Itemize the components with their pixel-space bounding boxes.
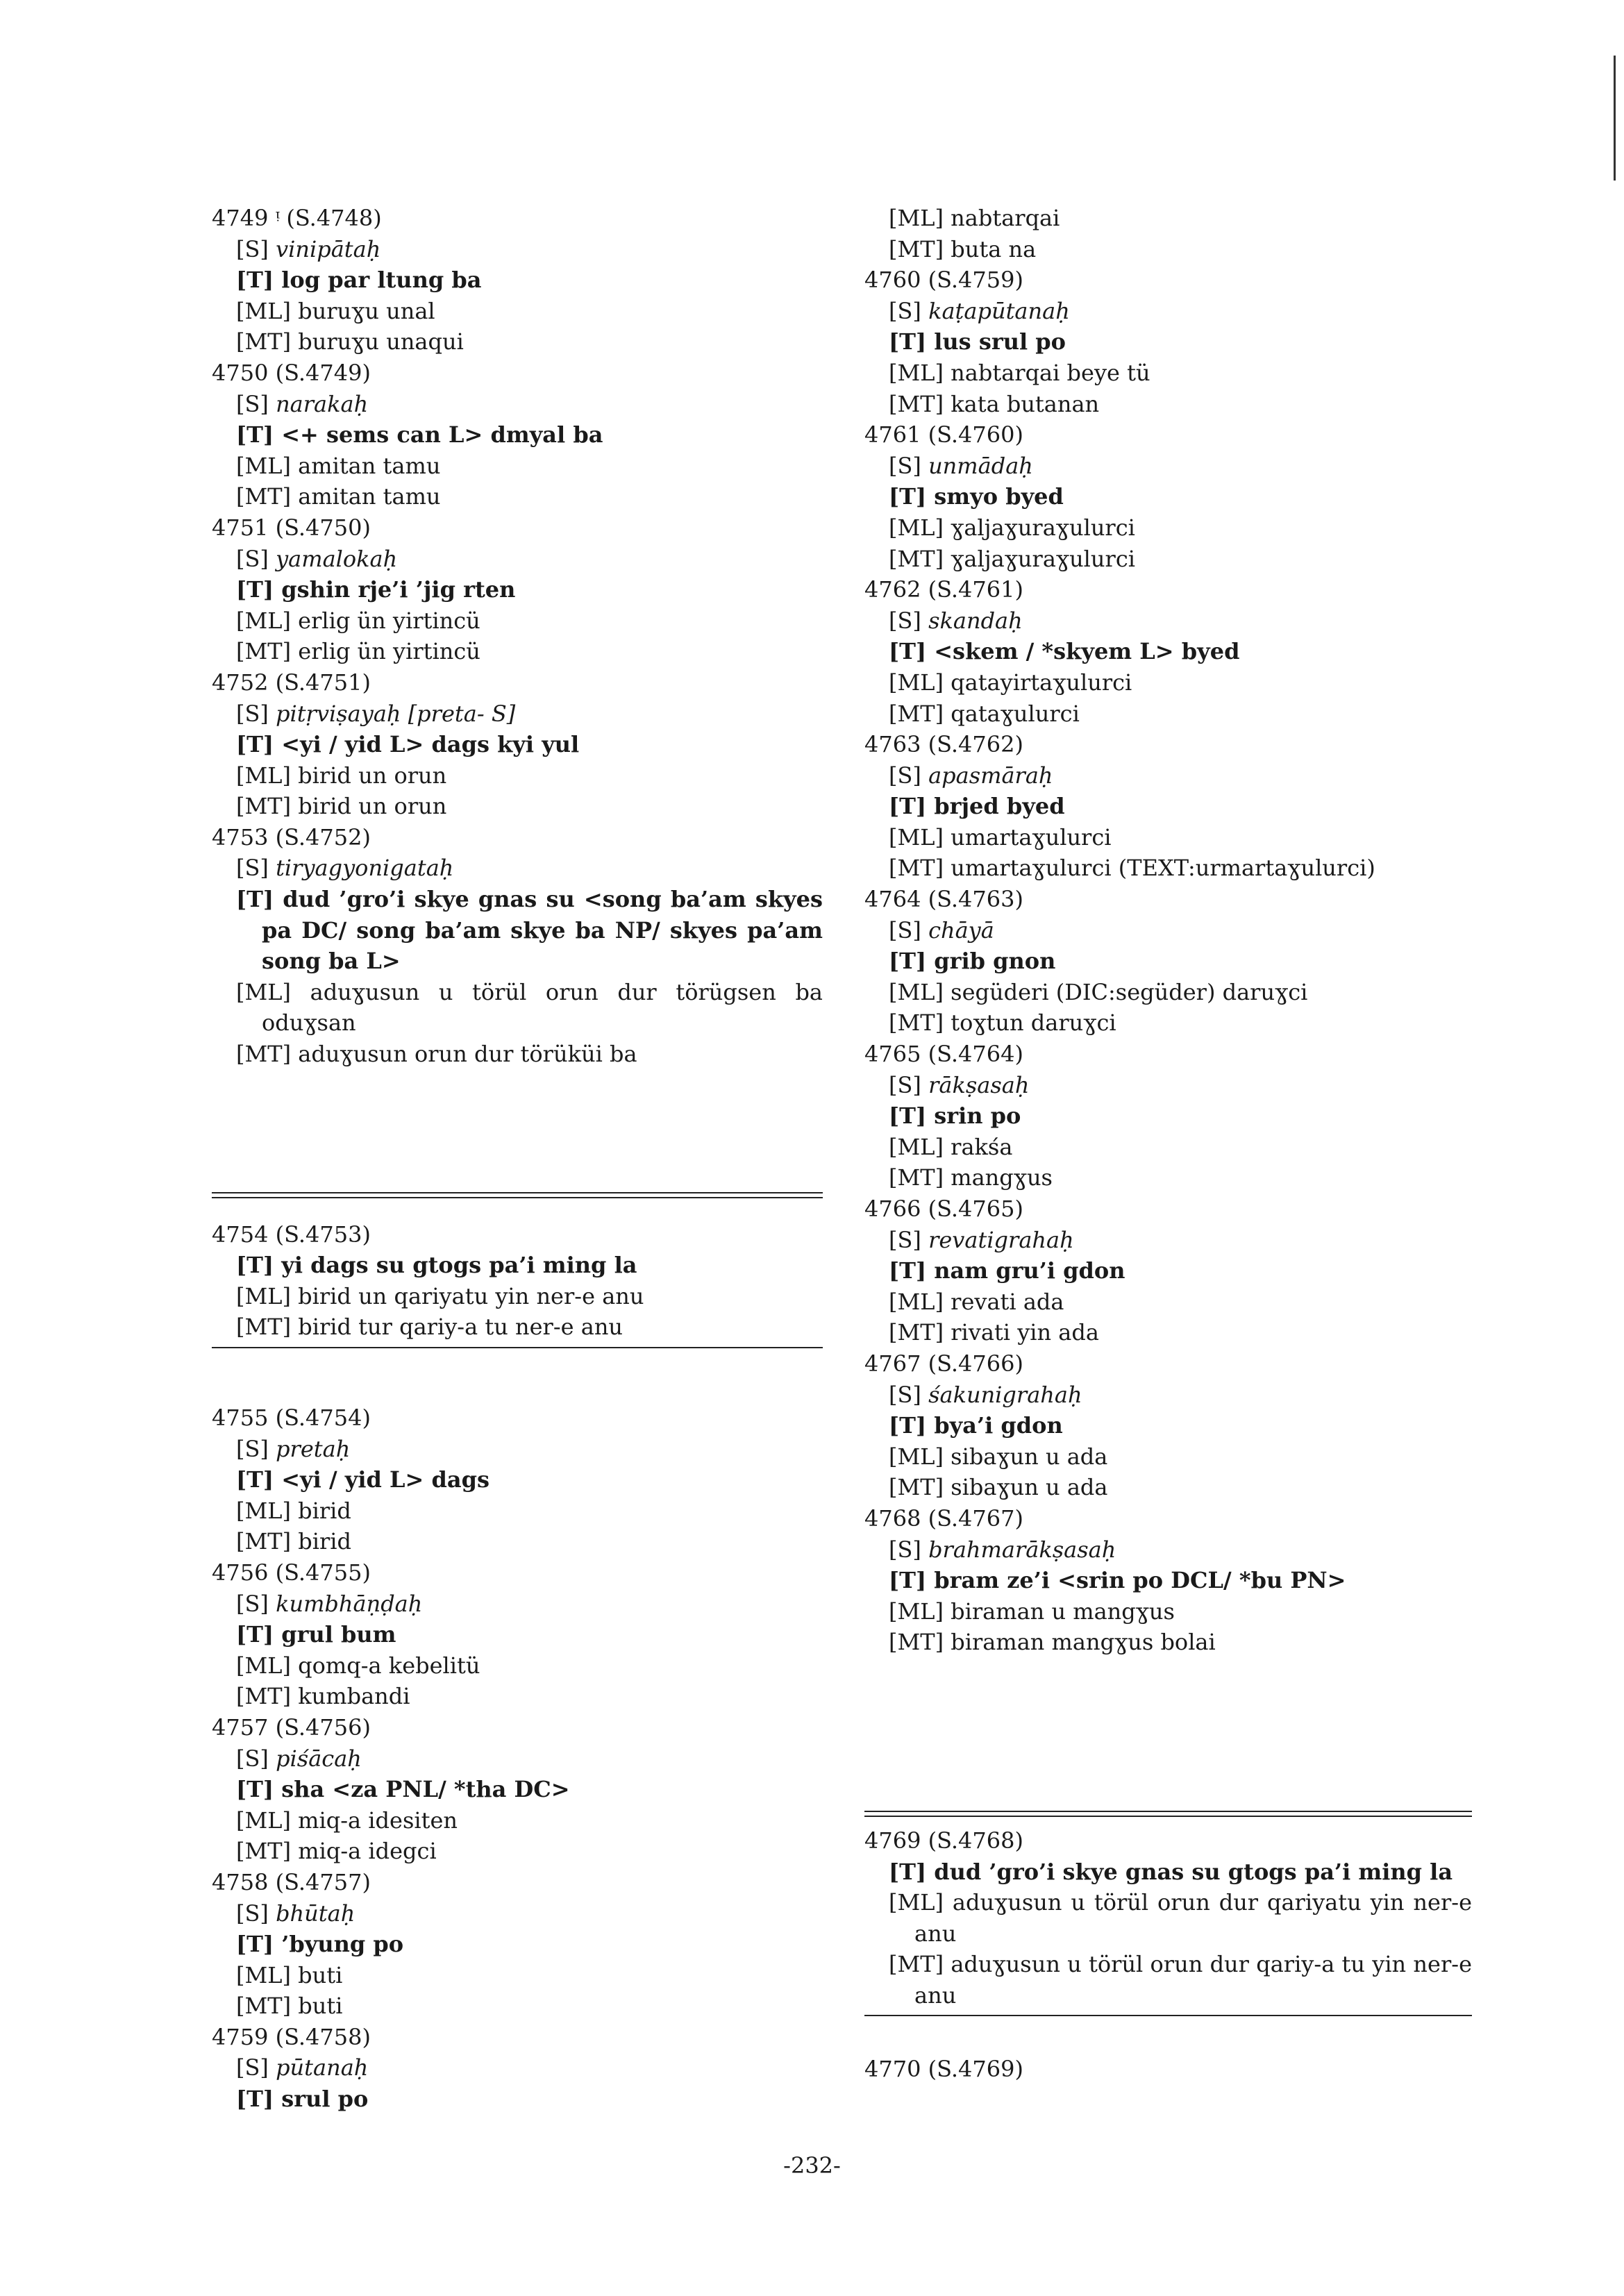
tibetan-term: grib gnon bbox=[934, 948, 1056, 975]
mt-term: birid un orun bbox=[298, 793, 447, 820]
tibetan-term: smyo byed bbox=[934, 483, 1064, 510]
entry-head: 4749 ᵎ (S.4748) bbox=[212, 205, 382, 231]
entry-head: 4761 (S.4760) bbox=[864, 421, 1023, 449]
entry-4770 bbox=[864, 2054, 1472, 2085]
left-column bbox=[212, 203, 823, 2115]
mt-term: buti bbox=[298, 1993, 343, 2020]
entry-head: 4758 (S.4757) bbox=[212, 1868, 371, 1895]
ml-term: miq-a idesiten bbox=[298, 1807, 458, 1834]
sanskrit-term: unmādaḥ bbox=[928, 452, 1033, 479]
entry-4762: 4762 (S.4761) [S] skandaḥ [T] <skem / *skyem L> byed [ML] qatayirtaɣulurci [MT] qataɣulurci bbox=[864, 574, 1472, 729]
entry-4759-continued: [ML] nabtarqai [MT] buta na bbox=[889, 205, 1060, 262]
sanskrit-term: brahmarākṣasaḥ bbox=[928, 1536, 1116, 1563]
mt-term: kata butanan bbox=[951, 390, 1100, 417]
entry-4749: 4749 ᵎ (S.4748) [S] vinipātaḥ [T] log par ltung ba [ML] buruɣu unal [MT] buruɣu unaqui bbox=[212, 203, 823, 358]
entry-4755: 4755 (S.4754) [S] pretaḥ [T] <yi / yid L> dags [ML] birid [MT] birid bbox=[212, 1402, 823, 1557]
mt-term: kumbandi bbox=[298, 1683, 410, 1710]
ml-term: qatayirtaɣulurci bbox=[951, 669, 1132, 696]
entry-4759: 4759 (S.4758) [S] pūtanaḥ [T] srul po bbox=[212, 2022, 823, 2115]
tibetan-term: bram ze’i <srin po DCL/ *bu PN> bbox=[934, 1567, 1346, 1594]
entry-4761: 4761 (S.4760) [S] unmādaḥ [T] smyo byed [ML] ɣaljaɣuraɣulurci [MT] ɣaljaɣuraɣulurci bbox=[864, 419, 1472, 574]
mt-term: birid tur qariy-a tu ner-e anu bbox=[298, 1314, 623, 1341]
mt-term: mangɣus bbox=[951, 1164, 1053, 1191]
sanskrit-term: chāyā bbox=[928, 916, 994, 944]
ml-term: rakśa bbox=[951, 1133, 1013, 1160]
entry-head: 4765 (S.4764) bbox=[864, 1041, 1023, 1068]
mt-term: aduɣusun orun dur törüküi ba bbox=[298, 1041, 637, 1068]
tibetan-term: bya’i gdon bbox=[934, 1412, 1063, 1439]
mt-term: ɣaljaɣuraɣulurci bbox=[951, 545, 1135, 572]
double-rule bbox=[212, 1192, 823, 1198]
entry-head: 4750 (S.4749) bbox=[212, 359, 371, 386]
entry-head: 4768 (S.4767) bbox=[864, 1505, 1023, 1532]
tibetan-term: <yi / yid L> dags kyi yul bbox=[281, 731, 580, 758]
sanskrit-term: vinipātaḥ bbox=[276, 235, 381, 262]
ml-term: revati ada bbox=[951, 1288, 1064, 1315]
entry-4767: 4767 (S.4766) [S] śakunigrahaḥ [T] bya’i gdon [ML] sibaɣun u ada [MT] sibaɣun u ada bbox=[864, 1348, 1472, 1503]
margin-line bbox=[1614, 56, 1616, 181]
entry-4756: 4756 (S.4755) [S] kumbhāṇḍaḥ [T] grul bum [ML] qomq-a kebelitü [MT] kumbandi bbox=[212, 1557, 823, 1712]
mt-term: sibaɣun u ada bbox=[951, 1474, 1108, 1501]
entry-4763: 4763 (S.4762) [S] apasmāraḥ [T] brjed byed [ML] umartaɣulurci [MT] umartaɣulurci (TEXT:urmartaɣulurci) bbox=[864, 729, 1472, 884]
ml-term: birid bbox=[298, 1497, 351, 1524]
sanskrit-term: pretaḥ bbox=[276, 1435, 351, 1462]
entry-head: 4760 (S.4759) bbox=[864, 267, 1023, 294]
entry-4766: 4766 (S.4765) [S] revatigrahaḥ [T] nam gru’i gdon [ML] revati ada [MT] rivati yin ada bbox=[864, 1193, 1472, 1348]
entry-head: 4756 (S.4755) bbox=[212, 1559, 371, 1586]
sanskrit-term: śakunigrahaḥ bbox=[928, 1381, 1082, 1408]
tibetan-term: yi dags su gtogs pa’i ming la bbox=[281, 1252, 637, 1279]
sanskrit-term: revatigrahaḥ bbox=[928, 1226, 1074, 1253]
mt-term: birid bbox=[298, 1528, 351, 1555]
entry-head: 4753 (S.4752) bbox=[212, 823, 371, 850]
sanskrit-term: piśācaḥ bbox=[276, 1745, 362, 1772]
mt-term: buruɣu unaqui bbox=[298, 328, 464, 355]
ml-term: nabtarqai bbox=[951, 205, 1060, 231]
entry-head: 4752 (S.4751) bbox=[212, 669, 371, 696]
ml-term: umartaɣulurci bbox=[951, 823, 1112, 850]
sanskrit-term: tiryagyonigataḥ bbox=[276, 855, 454, 882]
mt-term: amitan tamu bbox=[298, 483, 441, 510]
ml-term: següderi (DIC:següder) daruɣci bbox=[951, 978, 1308, 1005]
sanskrit-term: rākṣasaḥ bbox=[928, 1071, 1030, 1098]
mt-term: erlig ün yirtincü bbox=[298, 638, 480, 665]
entry-4760: 4760 (S.4759) [S] kaṭapūtanaḥ [T] lus srul po [ML] nabtarqai beye tü [MT] kata butanan bbox=[864, 265, 1472, 419]
sanskrit-term: skandaḥ bbox=[928, 607, 1023, 634]
ml-term: ɣaljaɣuraɣulurci bbox=[951, 514, 1135, 541]
entry-head: 4766 (S.4765) bbox=[864, 1196, 1023, 1222]
entry-4769: 4769 (S.4768) [T] dud ’gro’i skye gnas su gtogs pa’i ming la [ML] aduɣusun u törül orun dur qariyatu yin ner-e anu [MT] aduɣusun u törül orun dur qariy-a tu yin ner-e anu bbox=[864, 1825, 1472, 2011]
ml-term: erlig ün yirtincü bbox=[298, 607, 480, 634]
tibetan-term: <skem / *skyem L> byed bbox=[934, 638, 1240, 665]
ml-term: qomq-a kebelitü bbox=[298, 1652, 480, 1679]
entry-4765: 4765 (S.4764) [S] rākṣasaḥ [T] srin po [ML] rakśa [MT] mangɣus bbox=[864, 1039, 1472, 1193]
mt-term: rivati yin ada bbox=[951, 1319, 1099, 1346]
entry-head: 4770 (S.4769) bbox=[864, 2056, 1023, 2083]
entry-head: 4769 (S.4768) bbox=[864, 1827, 1023, 1854]
mt-term: qataɣulurci bbox=[951, 700, 1080, 727]
entry-head: 4762 (S.4761) bbox=[864, 576, 1023, 603]
double-rule bbox=[864, 1811, 1472, 1817]
tibetan-term: grul bum bbox=[281, 1621, 396, 1648]
sanskrit-term: pūtanaḥ bbox=[276, 2054, 369, 2081]
ml-term: aduɣusun u törül orun dur qariyatu yin ner-e anu bbox=[914, 1889, 1473, 1947]
entry-head: 4755 (S.4754) bbox=[212, 1405, 371, 1431]
entry-4750: 4750 (S.4749) [S] narakaḥ [T] <+ sems can L> dmyal ba [ML] amitan tamu [MT] amitan tamu bbox=[212, 358, 823, 512]
sanskrit-term: bhūtaḥ bbox=[276, 1900, 355, 1927]
page-number: -232- bbox=[783, 2152, 841, 2179]
ml-term: biraman u mangɣus bbox=[951, 1598, 1175, 1625]
tibetan-term: <+ sems can L> dmyal ba bbox=[281, 421, 603, 449]
entry-head: 4764 (S.4763) bbox=[864, 886, 1023, 913]
entry-head: 4759 (S.4758) bbox=[212, 2023, 371, 2050]
entry-4757: 4757 (S.4756) [S] piśācaḥ [T] sha <za PNL/ *tha DC> [ML] miq-a idesiten [MT] miq-a idegci bbox=[212, 1712, 823, 1867]
ml-term: nabtarqai beye tü bbox=[951, 359, 1150, 386]
ml-term: buruɣu unal bbox=[298, 297, 435, 324]
entry-4754: 4754 (S.4753) [T] yi dags su gtogs pa’i ming la [ML] birid un qariyatu yin ner-e anu [MT] birid tur qariy-a tu ner-e anu bbox=[212, 1219, 823, 1343]
entry-4768: 4768 (S.4767) [S] brahmarākṣasaḥ [T] bram ze’i <srin po DCL/ *bu PN> [ML] biraman u mangɣus [MT] biraman mangɣus bolai bbox=[864, 1503, 1472, 1658]
mt-term: miq-a idegci bbox=[298, 1838, 437, 1865]
entry-4752: 4752 (S.4751) [S] pitṛviṣayaḥ [preta- S] [T] <yi / yid L> dags kyi yul [ML] birid un orun [MT] birid un orun bbox=[212, 667, 823, 822]
entry-head: 4754 (S.4753) bbox=[212, 1221, 371, 1248]
tibetan-term: log par ltung ba bbox=[281, 267, 482, 294]
mt-term: aduɣusun u törül orun dur qariy-a tu yin ner-e anu bbox=[914, 1951, 1473, 2009]
entry-head: 4757 (S.4756) bbox=[212, 1713, 371, 1741]
tibetan-term: brjed byed bbox=[934, 793, 1065, 820]
tibetan-term: lus srul po bbox=[934, 328, 1066, 355]
mt-term: umartaɣulurci (TEXT:urmartaɣulurci) bbox=[951, 855, 1375, 882]
sanskrit-term: yamalokaḥ bbox=[276, 545, 398, 572]
mt-term: toɣtun daruɣci bbox=[951, 1009, 1116, 1037]
tibetan-term: dud ’gro’i skye gnas su <song ba’am skyes pa DC/ song ba’am skye ba NP/ skyes pa’am song ba L> bbox=[262, 886, 823, 975]
ml-term: buti bbox=[298, 1961, 343, 1988]
tibetan-term: srin po bbox=[934, 1103, 1021, 1130]
ml-term: birid un qariyatu yin ner-e anu bbox=[298, 1282, 644, 1309]
tibetan-term: <yi / yid L> dags bbox=[281, 1466, 489, 1493]
tibetan-term: nam gru’i gdon bbox=[934, 1257, 1125, 1284]
tibetan-term: srul po bbox=[281, 2086, 369, 2113]
entry-head: 4767 (S.4766) bbox=[864, 1350, 1023, 1377]
entry-4753: 4753 (S.4752) [S] tiryagyonigataḥ [T] dud ’gro’i skye gnas su <song ba’am skyes pa DC/ song ba’am skye ba NP/ skyes pa’am song ba L> [ML] aduɣusun u törül orun dur törügsen ba oduɣsan [MT] aduɣusun orun dur törüküi ba bbox=[212, 822, 823, 1070]
sanskrit-term: pitṛviṣayaḥ [preta- S] bbox=[276, 700, 516, 727]
entry-head: 4763 (S.4762) bbox=[864, 731, 1023, 758]
entry-head: 4751 (S.4750) bbox=[212, 514, 371, 541]
mt-term: buta na bbox=[951, 235, 1037, 262]
sanskrit-term: kaṭapūtanaḥ bbox=[928, 297, 1070, 324]
tibetan-term: gshin rje’i ’jig rten bbox=[281, 576, 516, 603]
entry-4764: 4764 (S.4763) [S] chāyā [T] grib gnon [ML] següderi (DIC:següder) daruɣci [MT] toɣtun daruɣci bbox=[864, 884, 1472, 1039]
entry-4751: 4751 (S.4750) [S] yamalokaḥ [T] gshin rje’i ’jig rten [ML] erlig ün yirtincü [MT] erlig ün yirtincü bbox=[212, 512, 823, 667]
ml-term: sibaɣun u ada bbox=[951, 1443, 1108, 1470]
right-column bbox=[864, 203, 1472, 2085]
ml-term: birid un orun bbox=[298, 762, 447, 789]
ml-term: aduɣusun u törül orun dur törügsen ba oduɣsan bbox=[262, 978, 823, 1037]
sanskrit-term: apasmāraḥ bbox=[928, 762, 1053, 789]
tibetan-term: sha <za PNL/ *tha DC> bbox=[281, 1776, 570, 1803]
sanskrit-term: kumbhāṇḍaḥ bbox=[276, 1590, 423, 1617]
mt-term: biraman mangɣus bolai bbox=[951, 1629, 1216, 1656]
tibetan-term: dud ’gro’i skye gnas su gtogs pa’i ming la bbox=[934, 1858, 1453, 1885]
ml-term: amitan tamu bbox=[298, 452, 441, 479]
sanskrit-term: narakaḥ bbox=[276, 390, 369, 417]
entry-4758: 4758 (S.4757) [S] bhūtaḥ [T] ’byung po [ML] buti [MT] buti bbox=[212, 1867, 823, 2022]
tibetan-term: ’byung po bbox=[281, 1931, 404, 1958]
